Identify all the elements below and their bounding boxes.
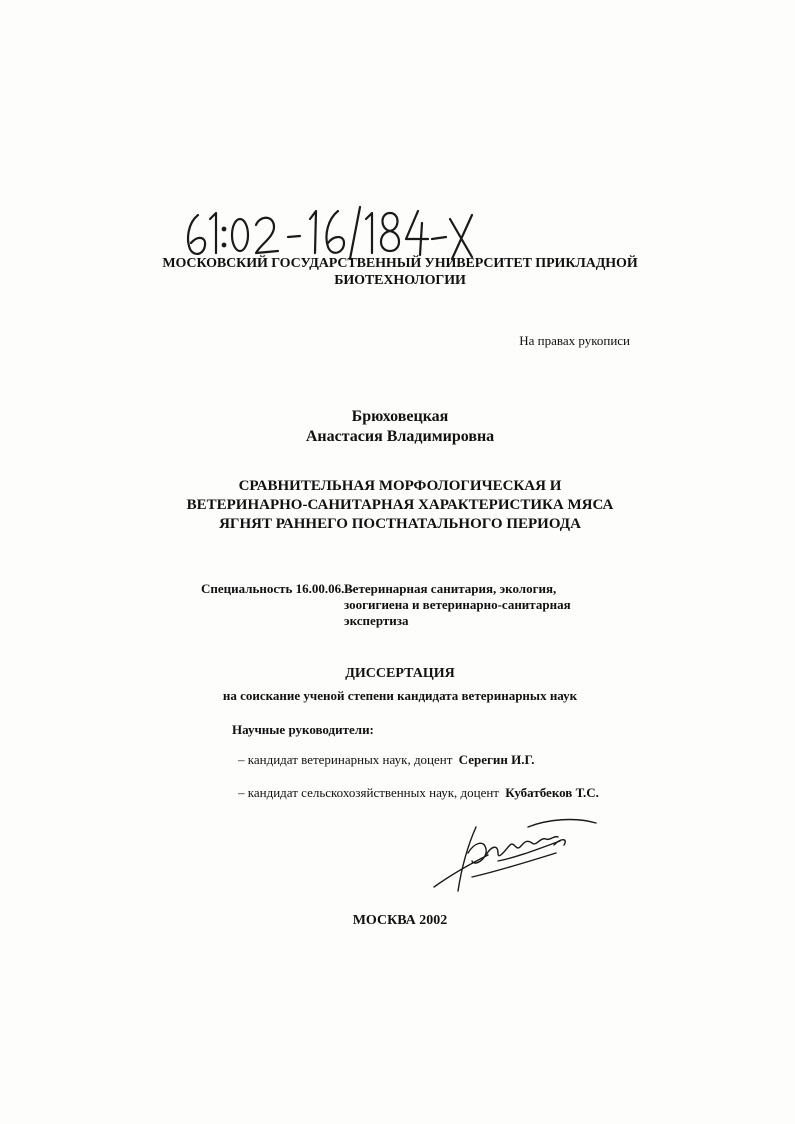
dissertation-subtitle: на соискание ученой степени кандидата ветеринарных наук xyxy=(222,688,578,703)
supervisor-role: – кандидат сельскохозяйственных наук, доцент xyxy=(238,785,499,800)
specialty-description xyxy=(344,581,604,629)
university-line-2: БИОТЕХНОЛОГИИ xyxy=(334,273,466,288)
supervisor-name: Кубатбеков Т.С. xyxy=(505,785,599,800)
dissertation-heading: ДИССЕРТАЦИЯ xyxy=(345,666,455,681)
author-name xyxy=(200,407,600,447)
supervisors-label: Научные руководители: xyxy=(232,722,374,737)
specialty-line-3: экспертиза xyxy=(344,613,409,628)
author-surname: Брюховецкая xyxy=(351,408,449,425)
title-line-1: СРАВНИТЕЛЬНАЯ МОРФОЛОГИЧЕСКАЯ И xyxy=(238,478,562,494)
specialty-line-1: Ветеринарная санитария, экология, xyxy=(344,581,557,596)
specialty-label: Специальность 16.00.06. – xyxy=(201,581,355,596)
signature xyxy=(428,815,598,895)
title-line-3: ЯГНЯТ РАННЕГО ПОСТНАТАЛЬНОГО ПЕРИОДА xyxy=(219,516,581,532)
supervisor-name: Серегин И.Г. xyxy=(458,752,535,767)
supervisor-item xyxy=(238,752,535,768)
supervisor-role: – кандидат ветеринарных наук, доцент xyxy=(238,752,453,767)
author-given-names: Анастасия Владимировна xyxy=(305,428,495,445)
manuscript-note: На правах рукописи xyxy=(519,333,630,348)
city-year: МОСКВА 2002 xyxy=(352,913,448,928)
title-line-2: ВЕТЕРИНАРНО-САНИТАРНАЯ ХАРАКТЕРИСТИКА МЯСА xyxy=(186,497,614,513)
specialty-line-2: зоогигиена и ветеринарно-санитарная xyxy=(344,597,571,612)
dissertation-title xyxy=(150,477,650,534)
university-line-1: МОСКОВСКИЙ ГОСУДАРСТВЕННЫЙ УНИВЕРСИТЕТ ПРИКЛАДНОЙ xyxy=(162,256,638,271)
handwritten-archive-number xyxy=(180,205,480,261)
supervisor-item xyxy=(238,785,599,801)
university-name xyxy=(150,255,650,289)
